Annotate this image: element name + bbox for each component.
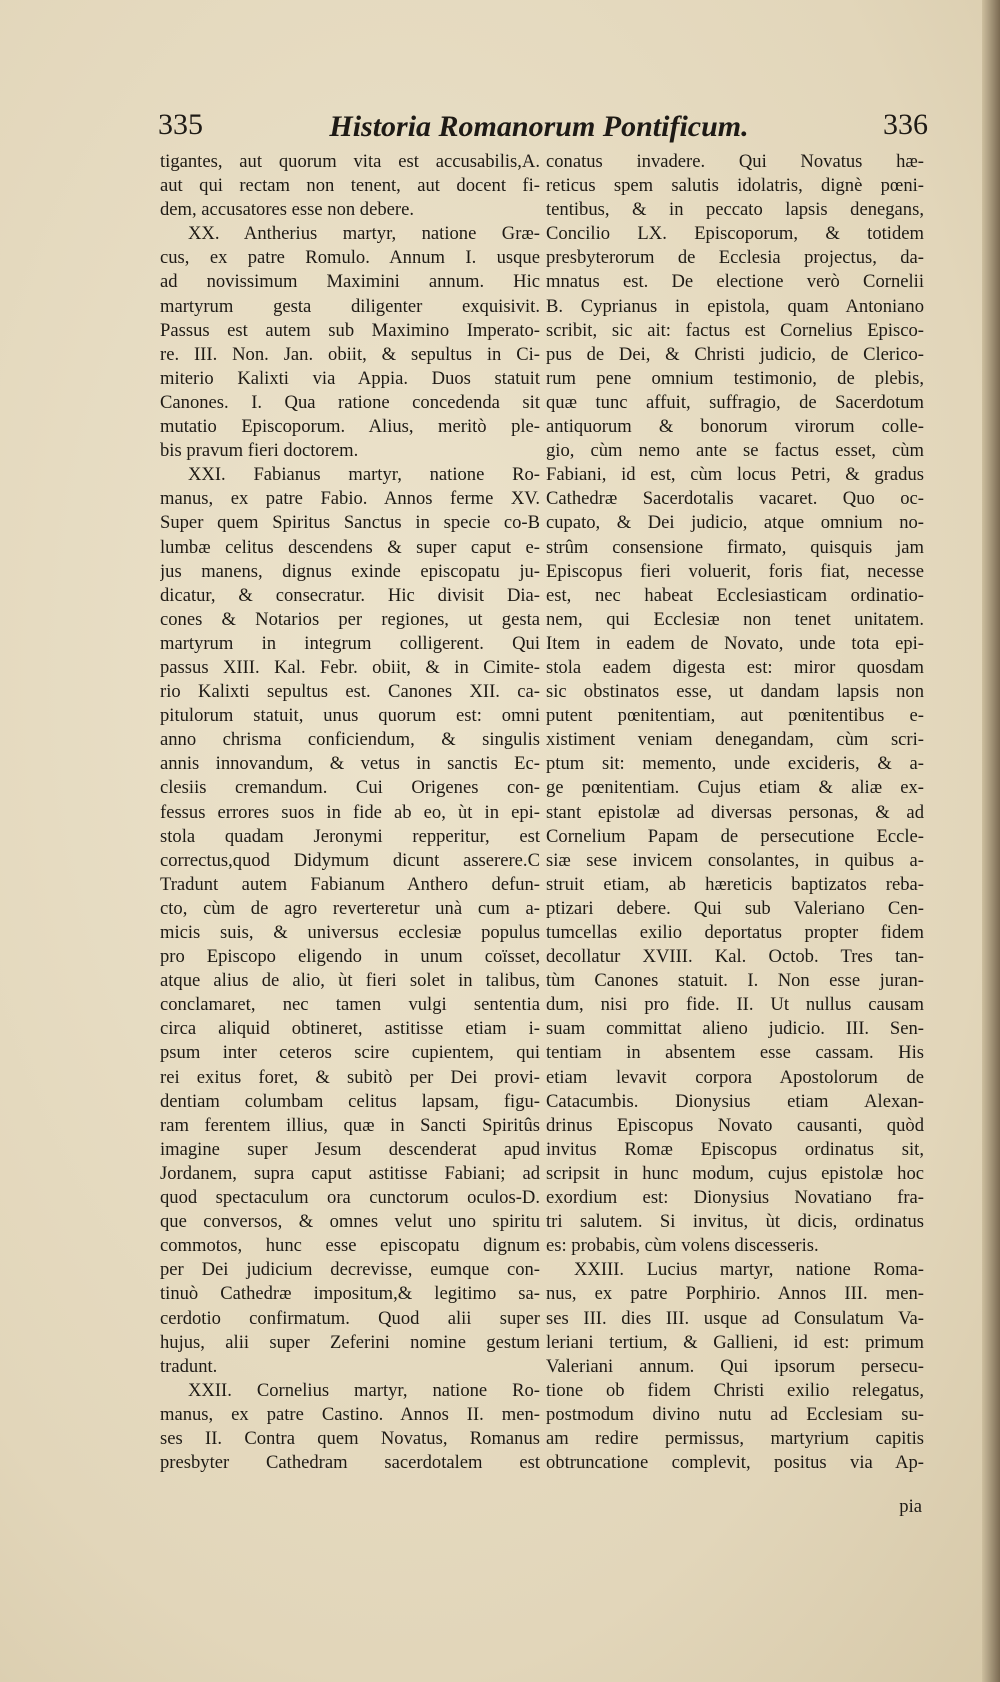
text-line: re. III. Non. Jan. obiit, & sepultus in Ci- [160, 343, 540, 365]
text-line: tradunt. [160, 1355, 218, 1377]
text-line: scribit, sic ait: factus est Cornelius Episco- [546, 319, 924, 341]
text-line: atque alius de alio, ùt fieri solet in talibus, [160, 970, 540, 992]
text-line: dem, accusatores esse non debere. [160, 199, 415, 221]
text-line: lumbæ celitus descendens & super caput e- [160, 536, 540, 558]
text-line: Item in eadem de Novato, unde tota epi- [546, 632, 924, 654]
text-line: hujus, alii super Zeferini nomine gestum [160, 1331, 540, 1353]
text-line: quæ tunc affuit, suffragio, de Sacerdotum [546, 391, 924, 413]
text-line: est, nec habeat Ecclesiasticam ordinatio- [546, 584, 924, 606]
text-line: quod spectaculum ora cunctorum oculos-D. [160, 1187, 540, 1209]
text-line: Passus est autem sub Maximino Imperato- [160, 319, 540, 341]
text-line: antiquorum & bonorum virorum colle- [546, 416, 924, 438]
text-line: commotos, hunc esse episcopatu dignum [160, 1235, 540, 1257]
text-line: tumcellas exilio deportatus propter fidem [546, 922, 924, 943]
text-line: gio, cùm nemo ante se factus esset, cùm [546, 440, 924, 462]
text-line: tione ob fidem Christi exilio relegatus, [546, 1379, 924, 1401]
text-line: cerdotio confirmatum. Quod alii super [160, 1307, 540, 1329]
text-line: tùm Canones statuit. I. Non esse juran- [546, 970, 924, 992]
text-line: Jordanem, supra caput astitisse Fabiani; ad [160, 1162, 540, 1184]
text-line: fessus errores suos in fide ab eo, ùt in epi- [160, 801, 540, 823]
text-line: micis suis, & universus ecclesiæ populus [160, 922, 540, 943]
text-line: nus, ex patre Porphirio. Annos III. men- [546, 1283, 924, 1305]
text-line: XXII. Cornelius martyr, natione Ro- [188, 1379, 540, 1401]
text-line: XXI. Fabianus martyr, natione Ro- [188, 464, 540, 486]
text-line: circa aliquid obtineret, astitisse etiam i- [160, 1018, 540, 1040]
text-line: ad novissimum Maximini annum. Hic [160, 271, 540, 293]
text-line: stant epistolæ ad diversas personas, & ad [546, 801, 924, 823]
text-line: martyrum gesta diligenter exquisivit. [160, 295, 540, 317]
text-line: dentiam columbam celitus lapsam, figu- [160, 1090, 540, 1112]
text-line: psum inter ceteros scire cupientem, qui [160, 1042, 540, 1064]
text-line: decollatur XVIII. Kal. Octob. Tres tan- [546, 946, 924, 968]
text-line: invitus Romæ Episcopus ordinatus sit, [546, 1138, 924, 1160]
text-line: que conversos, & omnes velut uno spiritu [160, 1211, 540, 1233]
page-number-left: 335 [158, 108, 203, 141]
text-line: tinuò Cathedræ impositum,& legitimo sa- [160, 1283, 540, 1305]
text-line: presbyterorum de Ecclesia projectus, da- [546, 247, 924, 269]
text-line: putent pœnitentiam, aut pœnitentibus e- [546, 705, 924, 727]
text-line: mutatio Episcoporum. Alius, meritò ple- [160, 416, 540, 438]
text-line: XX. Antherius martyr, natione Græ- [188, 223, 540, 245]
text-line: annis innovandum, & vetus in sanctis Ec- [160, 753, 540, 775]
text-line: siæ sese invicem consolantes, in quibus a- [546, 849, 924, 871]
text-line: Cathedræ Sacerdotalis vacaret. Quo oc- [546, 488, 924, 510]
text-line: tentiam in absentem esse cassam. His [546, 1042, 924, 1064]
text-line: strûm consensione firmato, quisquis jam [546, 536, 924, 558]
text-line: XXIII. Lucius martyr, natione Roma- [574, 1259, 924, 1281]
text-line: Cornelium Papam de persecutione Eccle- [546, 825, 924, 847]
text-line: ram ferentem illius, quæ in Sancti Spiritûs [160, 1114, 540, 1136]
text-line: es: probabis, cùm volens discesseris. [546, 1235, 819, 1257]
text-line: correctus,quod Didymum dicunt asserere.C [160, 849, 540, 871]
text-line: ses III. dies III. usque ad Consulatum Va- [546, 1307, 924, 1329]
text-line: cus, ex patre Romulo. Annum I. usque [160, 247, 540, 269]
text-line: per Dei judicium decrevisse, eumque con- [160, 1259, 540, 1281]
text-line: martyrum in integrum colligerent. Qui [160, 632, 540, 654]
text-line: mnatus est. De electione verò Cornelii [546, 271, 924, 293]
text-line: am redire permissus, martyrium capitis [546, 1427, 924, 1449]
text-line: nem, qui Ecclesiæ non tenet unitatem. [546, 608, 924, 630]
text-line: rio Kalixti sepultus est. Canones XII. ca- [160, 681, 540, 703]
text-line: conatus invadere. Qui Novatus hæ- [546, 151, 924, 172]
text-line: Canones. I. Qua ratione concedenda sit [160, 391, 540, 413]
text-line: bis pravum fieri doctorem. [160, 440, 359, 462]
left-column [160, 150, 540, 1475]
text-line: struit etiam, ab hæreticis baptizatos reba- [546, 873, 924, 895]
text-line: scripsit in hunc modum, cujus epistolæ hoc [546, 1162, 924, 1184]
text-line: cto, cùm de agro reverteretur unà cum a- [160, 897, 540, 919]
right-column [546, 150, 924, 1475]
text-line: leriani tertium, & Gallieni, id est: primum [546, 1331, 924, 1353]
text-line: Episcopus fieri voluerit, foris fiat, necesse [546, 560, 924, 582]
text-line: jus manens, dignus exinde episcopatu ju- [160, 560, 540, 582]
text-line: manus, ex patre Fabio. Annos ferme XV. [160, 488, 540, 510]
text-line: reticus spem salutis idolatris, dignè pœni- [546, 175, 924, 197]
page-number-right: 336 [883, 108, 928, 141]
text-line: Fabiani, id est, cùm locus Petri, & gradus [546, 464, 924, 486]
text-line: imagine super Jesum descenderat apud [160, 1138, 540, 1160]
text-line: manus, ex patre Castino. Annos II. men- [160, 1403, 540, 1425]
running-title: Historia Romanorum Pontificum. [329, 110, 749, 143]
text-line: drinus Episcopus Novato causanti, quòd [546, 1114, 924, 1136]
text-line: Super quem Spiritus Sanctus in specie co-B [160, 512, 540, 534]
text-line: exordium est: Dionysius Novatiano fra- [546, 1187, 924, 1209]
text-line: postmodum divino nutu ad Ecclesiam su- [546, 1403, 924, 1425]
text-line: ptum sit: memento, unde excideris, & a- [546, 753, 924, 775]
text-line: Catacumbis. Dionysius etiam Alexan- [546, 1090, 924, 1112]
text-line: Tradunt autem Fabianum Anthero defun- [160, 873, 540, 895]
text-line: cupato, & Dei judicio, atque omnium no- [546, 512, 924, 534]
text-line: ses II. Contra quem Novatus, Romanus [160, 1427, 540, 1449]
text-line: pro Episcopo eligendo in unum coïsset, [160, 946, 540, 968]
text-line: Valeriani annum. Qui ipsorum persecu- [546, 1355, 924, 1377]
text-line: dum, nisi pro fide. II. Ut nullus causam [546, 994, 924, 1016]
text-line: rum pene omnium testimonio, de plebis, [546, 367, 924, 389]
text-line: sic obstinatos esse, ut dandam lapsis non [546, 681, 924, 703]
text-line: obtruncatione complevit, positus via Ap- [546, 1452, 924, 1474]
text-line: suam committat alieno judicio. III. Sen- [546, 1018, 924, 1040]
text-line: clesiis cremandum. Cui Origenes con- [160, 777, 540, 799]
text-line: rei exitus foret, & subitò per Dei provi- [160, 1066, 540, 1088]
text-line: aut qui rectam non tenent, aut docent fi- [160, 175, 540, 197]
text-line: cones & Notarios per regiones, ut gesta [160, 608, 540, 630]
running-header [150, 108, 928, 148]
text-line: pus de Dei, & Christi judicio, de Clerico- [546, 343, 924, 365]
text-line: anno chrisma conficiendum, & singulis [160, 729, 540, 751]
text-line: tentibus, & in peccato lapsis denegans, [546, 199, 924, 221]
page-edge [982, 0, 1000, 1682]
text-line: ptizari debere. Qui sub Valeriano Cen- [546, 897, 924, 919]
text-line: conclamaret, nec tamen vulgi sententia [160, 994, 540, 1016]
text-line: B. Cyprianus in epistola, quam Antoniano [546, 295, 924, 317]
text-line: passus XIII. Kal. Febr. obiit, & in Cimite- [160, 656, 540, 678]
text-line: tigantes, aut quorum vita est accusabilis,A. [160, 151, 540, 172]
text-line: pitulorum statuit, unus quorum est: omni [160, 705, 540, 727]
text-line: xistiment veniam denegandam, cùm scri- [546, 729, 924, 751]
text-line: etiam levavit corpora Apostolorum de [546, 1066, 924, 1088]
text-line: dicatur, & consecratur. Hic divisit Dia- [160, 584, 540, 606]
text-line: stola quadam Jeronymi repperitur, est [160, 825, 540, 847]
text-line: miterio Kalixti via Appia. Duos statuit [160, 367, 540, 389]
text-line: ge pœnitentiam. Cujus etiam & aliæ ex- [546, 777, 924, 799]
text-line: Concilio LX. Episcoporum, & totidem [546, 223, 924, 245]
text-line: stola eadem digesta est: miror quosdam [546, 656, 924, 678]
text-line: tri salutem. Si invitus, ùt dicis, ordinatus [546, 1211, 924, 1233]
catchword: pia [899, 1496, 922, 1517]
text-line: presbyter Cathedram sacerdotalem est [160, 1452, 540, 1474]
